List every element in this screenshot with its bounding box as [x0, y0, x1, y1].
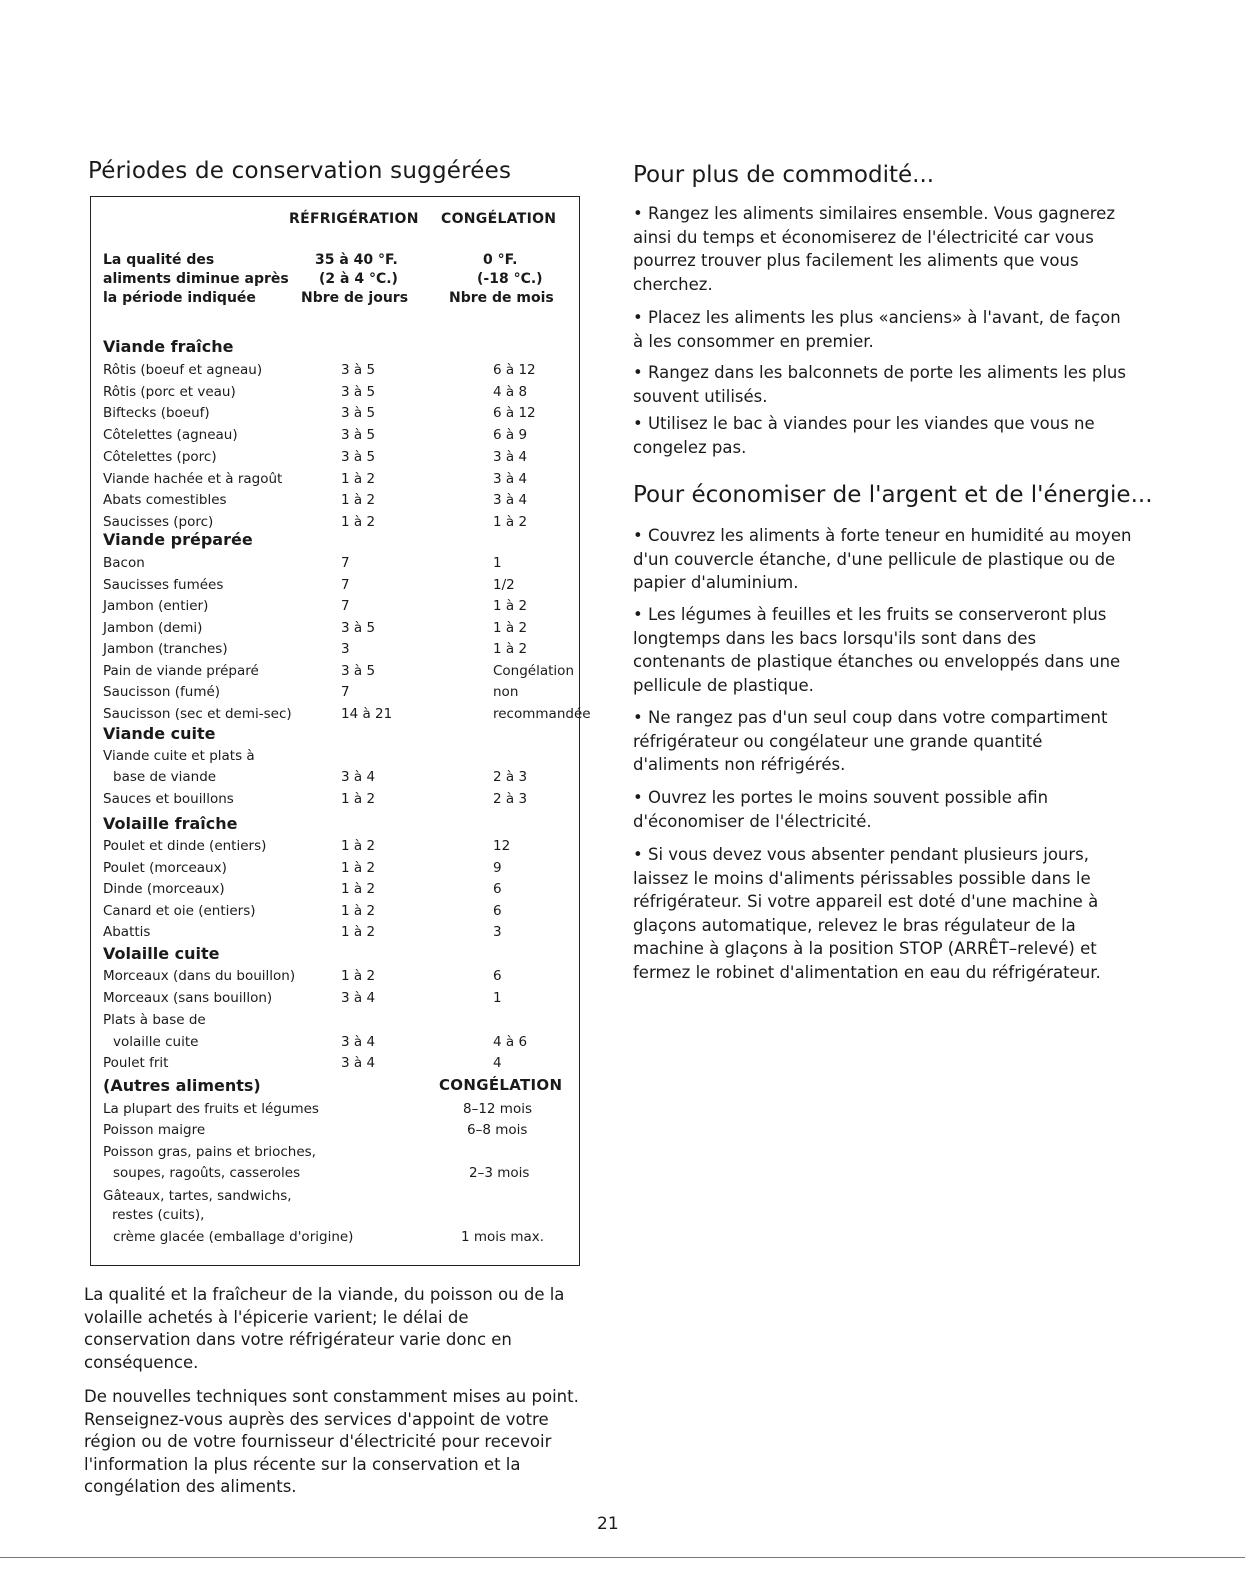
- table-row: [103, 403, 573, 423]
- freezer-months: 4 à 6: [493, 1034, 528, 1050]
- freezer-months: Congélation: [493, 662, 574, 679]
- table-row: [103, 1053, 573, 1073]
- techniques-paragraph: De nouvelles techniques sont constamment mises au point. Renseignez-vous auprès des services d'appoint de votre région ou de votre fournisseur d'électricité pour recevoir l'information la plus récente sur la conservation et la congélation des aliments.: [84, 1387, 579, 1497]
- freezer-months: 6: [493, 881, 502, 897]
- quality-note-line: aliments diminue après: [103, 271, 289, 287]
- row-label: Canard et oie (entiers): [103, 902, 256, 919]
- freezer-months: non: [493, 684, 519, 700]
- table-row: [103, 1163, 573, 1183]
- table-row: [103, 1120, 573, 1140]
- freezer-months: 1: [493, 989, 502, 1006]
- refrigeration-days: 3 à 5: [341, 448, 376, 465]
- row-label: volaille cuite: [113, 1034, 199, 1050]
- storage-table: [90, 196, 591, 1266]
- bottom-rule: [0, 1557, 1245, 1558]
- table-row: [103, 639, 573, 659]
- refrigeration-days: 3 à 4: [341, 989, 376, 1006]
- freezer-months: 3: [493, 924, 502, 940]
- table-row: [103, 596, 573, 616]
- refrigeration-days: 1 à 2: [341, 859, 376, 876]
- table-row: [103, 469, 573, 489]
- table-row: [103, 704, 591, 724]
- section-other-foods: (Autres aliments): [103, 1076, 261, 1095]
- refrigeration-days: 7: [341, 555, 350, 571]
- freezer-months: 6 à 12: [493, 405, 536, 422]
- section-prepared-meat: Viande préparée: [103, 530, 253, 549]
- refrigeration-days: 7: [341, 684, 350, 700]
- table-row: [103, 618, 573, 638]
- quality-note-line: la période indiquée: [103, 290, 256, 306]
- table-row: [103, 447, 573, 467]
- table-row: [103, 490, 573, 510]
- refrigeration-days: 1 à 2: [341, 492, 376, 509]
- row-label: Dinde (morceaux): [103, 881, 225, 897]
- cooked-meat-line: Viande cuite et plats à: [103, 748, 255, 764]
- table-row: [103, 1227, 573, 1247]
- convenience-tip: • Placez les aliments les plus «anciens» à l'avant, de façon à les consommer en premier.: [633, 308, 1121, 351]
- table-row: [103, 879, 573, 899]
- energy-tip: • Ouvrez les portes le moins souvent possible afin d'économiser de l'électricité.: [633, 788, 1049, 831]
- freezer-months: 3 à 4: [493, 492, 528, 509]
- convenience-tip: • Rangez les aliments similaires ensemble. Vous gagnerez ainsi du temps et économiserez de l'électricité car vous pourrez trouver plus facilement les aliments que vous cherchez.: [633, 204, 1115, 294]
- refrigeration-days: 3 à 5: [341, 619, 376, 636]
- section-cooked-poultry: Volaille cuite: [103, 944, 220, 963]
- table-row: [103, 360, 573, 380]
- freezer-months: 1: [493, 555, 502, 571]
- refrigeration-days: 1 à 2: [341, 791, 376, 807]
- refrigeration-days: 1 à 2: [341, 881, 376, 897]
- refrigeration-days: 1 à 2: [341, 924, 376, 940]
- freezer-months: recommandée: [493, 705, 591, 722]
- energy-tip: • Couvrez les aliments à forte teneur en humidité au moyen d'un couvercle étanche, d'une pellicule de plastique ou de papier d'aluminium.: [633, 526, 1132, 592]
- row-label: Biftecks (boeuf): [103, 405, 210, 422]
- refrigeration-temp-c: (2 à 4 °C.): [319, 271, 398, 287]
- convenience-title: Pour plus de commodité...: [633, 162, 935, 188]
- refrigeration-days: 1 à 2: [341, 902, 376, 919]
- row-label: Morceaux (dans du bouillon): [103, 968, 296, 984]
- storage-periods-title: Périodes de conservation suggérées: [88, 158, 512, 184]
- row-label: Rôtis (porc et veau): [103, 383, 236, 400]
- row-label: Sauces et bouillons: [103, 791, 234, 807]
- freezer-months: 1/2: [493, 576, 515, 593]
- row-label: Poisson maigre: [103, 1122, 206, 1138]
- quality-note: [103, 251, 289, 308]
- freezer-months: 6–8 mois: [467, 1122, 528, 1138]
- freezer-months: 4 à 8: [493, 383, 528, 400]
- section-cooked-meat: Viande cuite: [103, 724, 216, 743]
- refrigeration-days: 1 à 2: [341, 838, 376, 854]
- table-row: [103, 1099, 573, 1119]
- row-label: Poulet et dinde (entiers): [103, 838, 267, 854]
- table-row: [103, 575, 573, 595]
- table-row: [103, 767, 573, 787]
- row-label: base de viande: [113, 769, 217, 785]
- freezer-months: 3 à 4: [493, 470, 528, 487]
- energy-tip: • Si vous devez vous absenter pendant plusieurs jours, laissez le moins d'aliments périssables possible dans le réfrigérateur. Si votre appareil est doté d'une machine à glaçons automatique, relevez le bras régulateur de la machine à glaçons à la position STOP (ARRÊT–relevé) et fermez le robinet d'alimentation en eau du réfrigérateur.: [633, 845, 1101, 982]
- row-label: Abats comestibles: [103, 492, 227, 509]
- other-foods-line: restes (cuits),: [112, 1207, 205, 1223]
- refrigeration-unit: Nbre de jours: [301, 290, 409, 306]
- freezer-months: 1 à 2: [493, 513, 528, 530]
- quality-note-line: La qualité des: [103, 252, 215, 268]
- freezer-temp: [449, 251, 554, 308]
- freezer-months: 2 à 3: [493, 791, 528, 807]
- refrigeration-days: 3 à 5: [341, 662, 376, 679]
- refrigeration-days: 3 à 5: [341, 405, 376, 422]
- row-label: Saucisson (fumé): [103, 684, 221, 700]
- refrigeration-days: 3 à 5: [341, 427, 376, 444]
- freezer-temp-f: 0 °F.: [483, 252, 518, 268]
- refrigeration-days: 3 à 4: [341, 769, 376, 785]
- freshness-paragraph: La qualité et la fraîcheur de la viande, du poisson ou de la volaille achetés à l'épicerie varient; le délai de conservation dans votre réfrigérateur varie donc en conséquence.: [84, 1285, 565, 1372]
- row-label: Poulet (morceaux): [103, 859, 227, 876]
- refrigeration-temp-f: 35 à 40 °F.: [315, 252, 398, 268]
- freezer-temp-c: (-18 °C.): [477, 271, 543, 287]
- other-foods-line: Gâteaux, tartes, sandwichs,: [103, 1188, 292, 1204]
- table-row: [103, 966, 573, 986]
- refrigeration-days: 14 à 21: [341, 705, 393, 722]
- table-row: [103, 382, 573, 402]
- section-fresh-meat: Viande fraîche: [103, 337, 234, 356]
- table-row: [103, 425, 573, 445]
- row-label: Viande hachée et à ragoût: [103, 470, 283, 487]
- freezer-months: 6: [493, 902, 502, 919]
- freezer-months: 1 à 2: [493, 598, 528, 614]
- refrigeration-column-header: RÉFRIGÉRATION: [289, 211, 419, 227]
- row-label: Saucisses fumées: [103, 576, 224, 593]
- row-label: Jambon (entier): [103, 598, 209, 614]
- freezer-months: 3 à 4: [493, 448, 528, 465]
- convenience-tip: • Utilisez le bac à viandes pour les viandes que vous ne congelez pas.: [633, 414, 1095, 457]
- row-label: Poulet frit: [103, 1055, 169, 1071]
- table-row: [103, 836, 573, 856]
- freezer-months: 1 à 2: [493, 619, 528, 636]
- freezer-months: 12: [493, 838, 511, 854]
- freezer-months: 6: [493, 968, 502, 984]
- section-fresh-poultry: Volaille fraîche: [103, 814, 238, 833]
- row-label: Morceaux (sans bouillon): [103, 989, 273, 1006]
- freezer-months: 6 à 12: [493, 362, 536, 378]
- energy-tip: • Ne rangez pas d'un seul coup dans votre compartiment réfrigérateur ou congélateur une grande quantité d'aliments non réfrigérés.: [633, 708, 1108, 774]
- freezer-months: 2 à 3: [493, 769, 528, 785]
- row-label: soupes, ragoûts, casseroles: [113, 1165, 301, 1181]
- table-row: [103, 661, 573, 681]
- freezer-column-header: CONGÉLATION: [441, 211, 557, 227]
- refrigeration-days: 3 à 5: [341, 383, 376, 400]
- energy-tip: • Les légumes à feuilles et les fruits se conserveront plus longtemps dans les bacs lorsqu'ils sont dans des contenants de plastique étanches ou enveloppés dans une pellicule de plastique.: [633, 605, 1121, 695]
- convenience-tip: • Rangez dans les balconnets de porte les aliments les plus souvent utilisés.: [633, 363, 1126, 406]
- freezer-months: 1 à 2: [493, 641, 528, 657]
- freezer-months: 2–3 mois: [469, 1165, 530, 1181]
- refrigeration-days: 1 à 2: [341, 470, 376, 487]
- refrigeration-days: 7: [341, 598, 350, 614]
- table-row: [103, 512, 573, 532]
- row-label: Rôtis (boeuf et agneau): [103, 362, 263, 378]
- row-label: Jambon (tranches): [103, 641, 228, 657]
- freezer-months: 8–12 mois: [463, 1101, 533, 1117]
- table-row: [103, 682, 573, 702]
- refrigeration-days: 3 à 5: [341, 362, 376, 378]
- table-row: [103, 1032, 573, 1052]
- cooked-poultry-line: Plats à base de: [103, 1012, 206, 1028]
- refrigeration-days: 7: [341, 576, 350, 593]
- row-label: Jambon (demi): [103, 619, 203, 636]
- refrigeration-days: 3: [341, 641, 350, 657]
- refrigeration-days: 3 à 4: [341, 1055, 376, 1071]
- table-row: [103, 922, 573, 942]
- freezer-months: 9: [493, 859, 502, 876]
- table-row: [103, 988, 573, 1008]
- row-label: Saucisson (sec et demi-sec): [103, 705, 292, 722]
- other-foods-line: Poisson gras, pains et brioches,: [103, 1144, 316, 1160]
- table-row: [103, 789, 573, 809]
- freezer-months: 6 à 9: [493, 427, 528, 444]
- energy-saving-title: Pour économiser de l'argent et de l'énergie...: [633, 482, 1153, 508]
- row-label: Pain de viande préparé: [103, 662, 259, 679]
- row-label: Côtelettes (porc): [103, 448, 217, 465]
- row-label: crème glacée (emballage d'origine): [113, 1229, 354, 1245]
- refrigeration-days: 3 à 4: [341, 1034, 376, 1050]
- refrigeration-days: 1 à 2: [341, 513, 376, 530]
- page-number: 21: [597, 1514, 619, 1534]
- row-label: Bacon: [103, 555, 145, 571]
- table-row: [103, 553, 573, 573]
- freezer-unit: Nbre de mois: [449, 290, 554, 306]
- row-label: Abattis: [103, 924, 151, 940]
- freezer-column-header-other: CONGÉLATION: [439, 1076, 563, 1094]
- refrigeration-days: 1 à 2: [341, 968, 376, 984]
- row-label: Saucisses (porc): [103, 513, 214, 530]
- row-label: Côtelettes (agneau): [103, 427, 238, 444]
- freezer-months: 1 mois max.: [461, 1229, 545, 1245]
- table-row: [103, 901, 573, 921]
- table-row: [103, 858, 573, 878]
- row-label: La plupart des fruits et légumes: [103, 1101, 319, 1117]
- freezer-months: 4: [493, 1055, 502, 1071]
- refrigeration-temp: [301, 251, 408, 308]
